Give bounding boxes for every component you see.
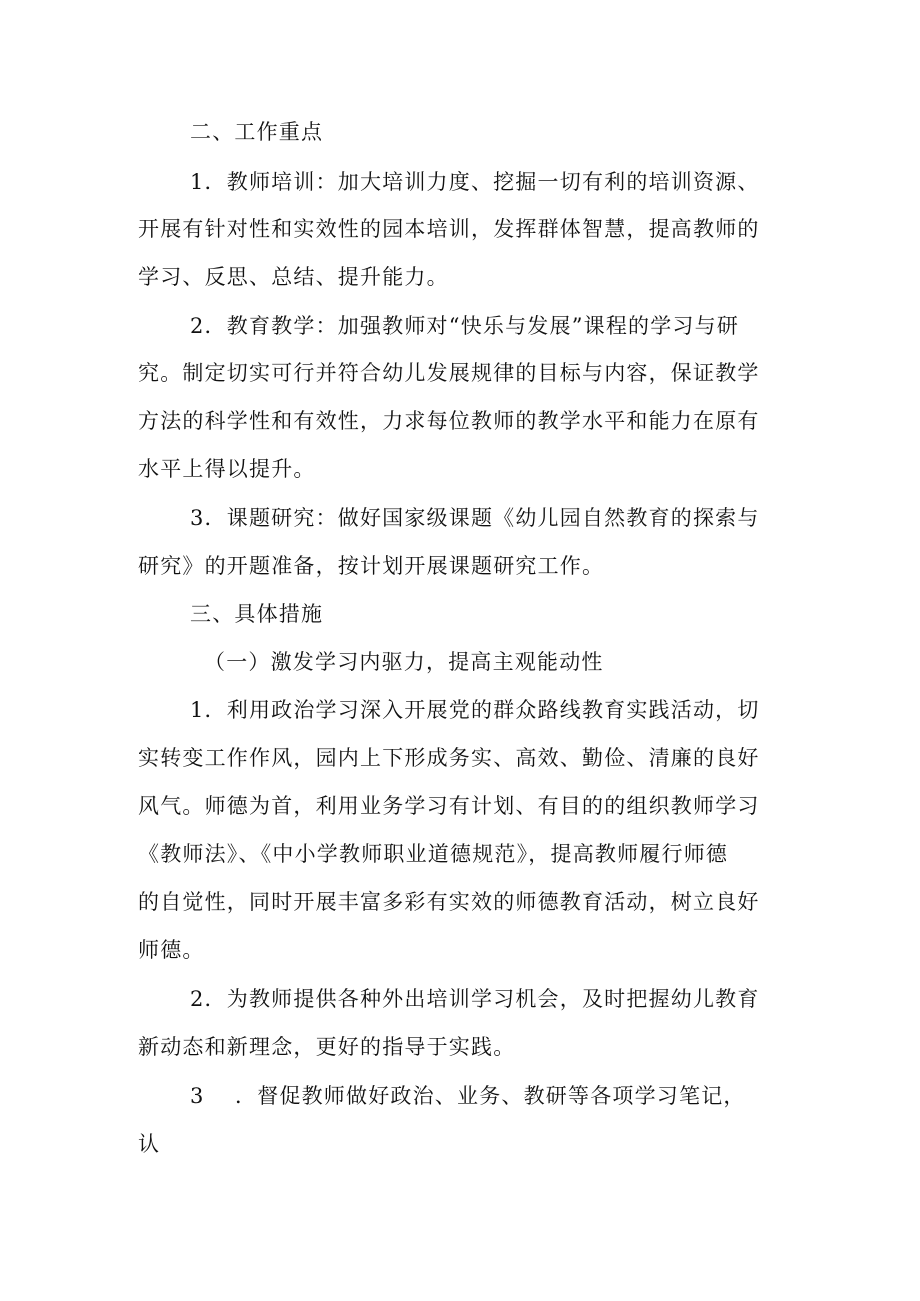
paragraph-line: 究。制定切实可行并符合幼儿发展规律的目标与内容，保证教学 [138, 361, 760, 385]
section-heading-work-focus: 二、工作重点 [190, 120, 324, 144]
paragraph-line: 风气。师德为首，利用业务学习有计划、有目的的组织教师学习 [138, 794, 760, 818]
paragraph-line: 开展有针对性和实效性的园本培训，发挥群体智慧，提高教师的 [138, 217, 760, 241]
paragraph-line: 2．为教师提供各种外出培训学习机会，及时把握幼儿教育 [190, 987, 760, 1011]
paragraph-line: ．督促教师做好政治、业务、教研等各项学习笔记， [235, 1084, 746, 1108]
section-heading-measures: 三、具体措施 [190, 602, 324, 626]
paragraph-line: 方法的科学性和有效性，力求每位教师的教学水平和能力在原有 [138, 409, 760, 433]
paragraph-line: 认 [138, 1132, 161, 1156]
paragraph-line: 水平上得以提升。 [138, 457, 316, 481]
list-number: 3 [190, 1084, 205, 1108]
paragraph-line: 1．利用政治学习深入开展党的群众路线教育实践活动，切 [190, 698, 760, 722]
subsection-heading: （一）激发学习内驱力，提高主观能动性 [204, 650, 604, 674]
paragraph-line: 《教师法》、《中小学教师职业道德规范》，提高教师履行师德 [138, 842, 729, 866]
paragraph-line: 2．教育教学：加强教师对“快乐与发展”课程的学习与研 [190, 314, 740, 338]
paragraph-line: 的自觉性，同时开展丰富多彩有实效的师德教育活动，树立良好 [138, 890, 760, 914]
paragraph-line: 师德。 [138, 938, 205, 962]
paragraph-line: 实转变工作作风，园内上下形成务实、高效、勤俭、清廉的良好 [138, 746, 760, 770]
paragraph-line: 3．课题研究：做好国家级课题《幼儿园自然教育的探索与 [190, 506, 760, 530]
paragraph-line: 新动态和新理念，更好的指导于实践。 [138, 1035, 516, 1059]
paragraph-line: 研究》的开题准备，按计划开展课题研究工作。 [138, 554, 605, 578]
paragraph-line: 学习、反思、总结、提升能力。 [138, 265, 449, 289]
paragraph-line: 1．教师培训：加大培训力度、挖掘一切有利的培训资源、 [190, 170, 760, 194]
